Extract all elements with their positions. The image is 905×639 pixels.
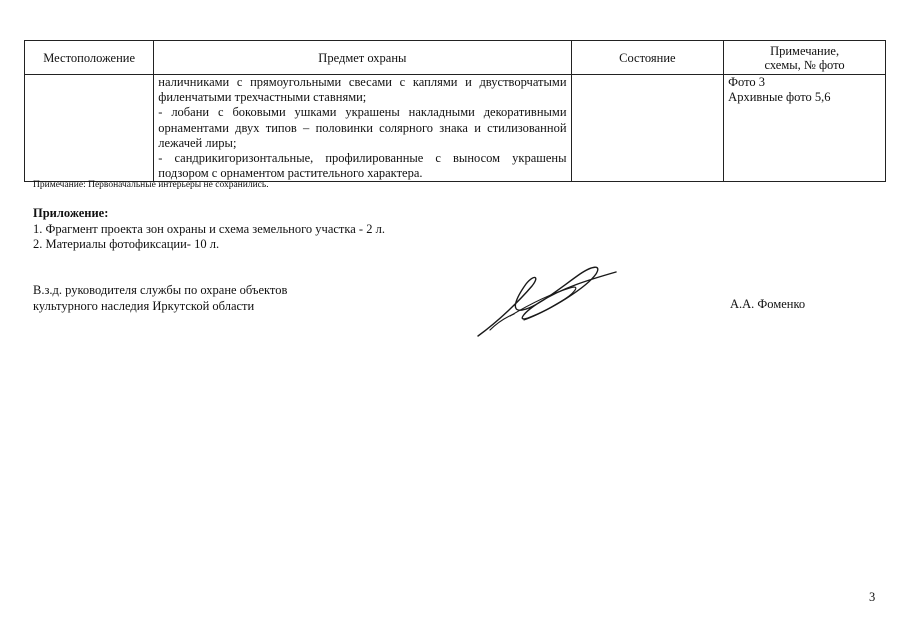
appendix-item-2: 2. Материалы фотофиксации- 10 л. xyxy=(33,237,220,251)
page-number: 3 xyxy=(869,590,876,604)
appendix-section xyxy=(33,206,385,253)
header-location: Местоположение xyxy=(25,41,154,75)
header-note-line1: Примечание, xyxy=(770,43,840,58)
cell-subject xyxy=(154,75,571,182)
cell-note xyxy=(724,75,886,182)
header-note-line2: схемы, № фото xyxy=(764,57,845,72)
signatory-position-line1: В.з.д. руководителя службы по охране объектов xyxy=(33,283,288,297)
appendix-item-1: 1. Фрагмент проекта зон охраны и схема земельного участка - 2 л. xyxy=(33,221,385,236)
subject-line-3: - сандрикигоризонтальные, профилированные с выносом украшены подзором с орнаментом растительного характера. xyxy=(158,151,567,181)
header-note xyxy=(724,41,886,75)
signatory-position-line2: культурного наследия Иркутской области xyxy=(33,298,255,313)
note-archive-photo: Архивные фото 5,6 xyxy=(728,90,831,104)
header-condition: Состояние xyxy=(571,41,724,75)
appendix-title: Приложение: xyxy=(33,206,109,220)
header-subject: Предмет охраны xyxy=(154,41,571,75)
table-header-row xyxy=(25,41,886,75)
subject-line-1: наличниками с прямоугольными свесами с каплями и двустворчатыми филенчатыми трехчастными ставнями; xyxy=(158,75,567,105)
cell-condition xyxy=(571,75,724,182)
handwritten-signature xyxy=(470,258,630,343)
note-photo: Фото 3 xyxy=(728,75,766,89)
subject-line-2: - лобани с боковыми ушками украшены накладными декоративными орнаментами двух типов – половинки солярного знака и стилизованной лежачей лиры; xyxy=(158,105,567,150)
signatory-name: А.А. Фоменко xyxy=(730,297,806,311)
cell-location xyxy=(25,75,154,182)
table-footnote: Примечание: Первоначальные интерьеры не сохранились. xyxy=(33,180,269,190)
table-row xyxy=(25,75,886,182)
signatory-position xyxy=(33,283,287,314)
protection-table xyxy=(24,40,886,182)
